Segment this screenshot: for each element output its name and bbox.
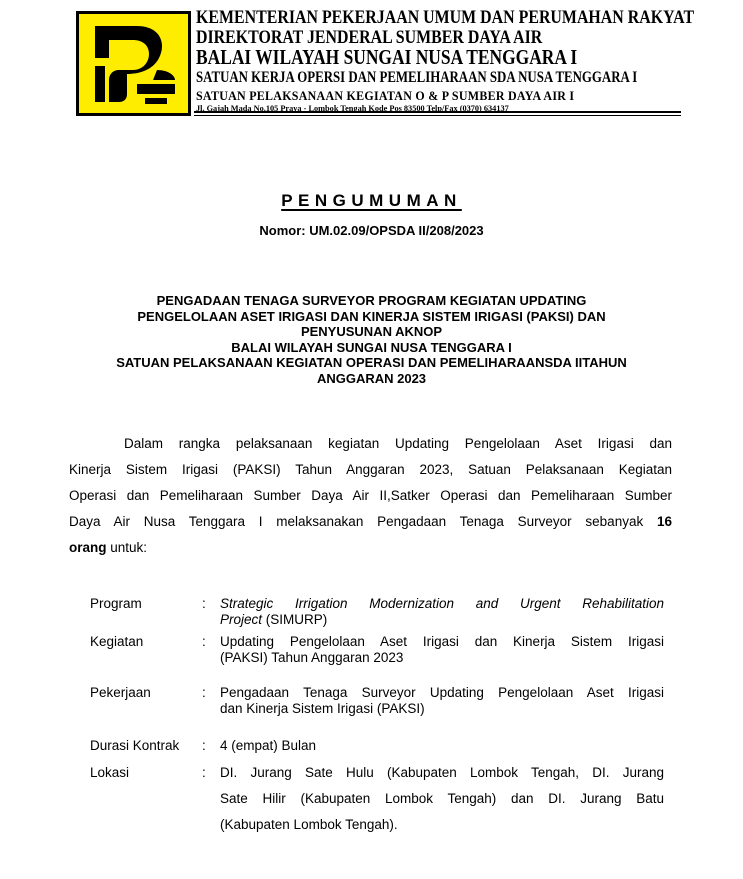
detail-value-line: Updating Pengelolaan Aset Irigasi dan Kinerja Sistem Irigasi	[220, 634, 664, 649]
letterhead-unit: SATUAN PELAKSANAAN KEGIATAN O & P SUMBER DAYA AIR I	[196, 87, 575, 103]
detail-value-italic: Project	[220, 612, 263, 627]
detail-value	[220, 760, 664, 838]
detail-colon: :	[202, 596, 206, 611]
detail-value-line: 4 (empat) Bulan	[220, 738, 317, 753]
detail-colon: :	[202, 634, 206, 649]
letterhead-satker: SATUAN KERJA OPERSI DAN PEMELIHARAAN SDA NUSA TENGGARA I	[196, 69, 638, 86]
pupr-logo-mark	[79, 14, 188, 113]
detail-value-line: DI. Jurang Sate Hulu (Kabupaten Lombok Tengah, DI. Jurang	[220, 765, 664, 780]
pupr-logo-icon	[76, 11, 191, 116]
letterhead-directorate: DIREKTORAT JENDERAL SUMBER DAYA AIR	[196, 27, 543, 48]
subject-line: BALAI WILAYAH SUNGAI NUSA TENGGARA I	[231, 339, 512, 355]
paragraph-tail: untuk:	[106, 540, 148, 555]
detail-label: Durasi Kontrak	[90, 738, 180, 753]
detail-value-line	[220, 612, 664, 628]
detail-value	[220, 685, 664, 717]
detail-value-line: dan Kinerja Sistem Irigasi (PAKSI)	[220, 701, 425, 716]
subject-line: PENGELOLAAN ASET IRIGASI DAN KINERJA SISTEM IRIGASI (PAKSI) DAN	[137, 308, 606, 324]
letterhead-ministry: KEMENTERIAN PEKERJAAN UMUM DAN PERUMAHAN RAKYAT	[196, 8, 695, 28]
letterhead-text	[196, 8, 695, 113]
letterhead-balai: BALAI WILAYAH SUNGAI NUSA TENGGARA I	[196, 45, 578, 69]
detail-value	[220, 634, 664, 666]
detail-value-line: Sate Hilir (Kabupaten Lombok Tengah) dan DI. Jurang Batu	[220, 791, 664, 806]
letterhead-address: Jl. Gajah Mada No.105 Praya - Lombok Tengah Kode Pos 83500 Telp/Fax (0370) 634137	[196, 103, 509, 113]
paragraph-line-5	[69, 535, 672, 561]
paragraph-line-text: Daya Air Nusa Tenggara I melaksanakan Pengadaan Tenaga Surveyor sebanyak	[69, 514, 644, 529]
detail-value-line: (Kabupaten Lombok Tengah).	[220, 817, 398, 832]
detail-label: Kegiatan	[90, 634, 144, 649]
detail-value-line: Strategic Irrigation Modernization and Urgent Rehabilitation	[220, 596, 664, 611]
detail-label: Lokasi	[90, 765, 130, 780]
detail-value	[220, 738, 664, 754]
paragraph-line: Kinerja Sistem Irigasi (PAKSI) Tahun Anggaran 2023, Satuan Pelaksanaan Kegiatan	[69, 462, 672, 477]
subject-line: PENGADAAN TENAGA SURVEYOR PROGRAM KEGIATAN UPDATING	[156, 293, 587, 308]
paragraph-count-unit: orang	[69, 540, 107, 555]
paragraph-line: Dalam rangka pelaksanaan kegiatan Updating Pengelolaan Aset Irigasi dan	[124, 436, 672, 451]
subject-line: SATUAN PELAKSANAAN KEGIATAN OPERASI DAN PEMELIHARAANSDA IITAHUN	[116, 355, 627, 370]
subject-line: PENYUSUNAN AKNOP	[300, 324, 443, 339]
detail-colon: :	[202, 765, 206, 780]
paragraph-line-4	[69, 509, 672, 535]
subject-line: ANGGARAN 2023	[316, 370, 427, 386]
announcement-title	[0, 191, 743, 211]
paragraph-line: Operasi dan Pemeliharaan Sumber Daya Air II,Satker Operasi dan Pemeliharaan Sumber	[69, 488, 672, 503]
detail-colon: :	[202, 685, 206, 700]
detail-value-line: Pengadaan Tenaga Surveyor Updating Pengelolaan Aset Irigasi	[220, 685, 664, 700]
paragraph-count: 16	[656, 514, 672, 529]
announcement-number: Nomor: UM.02.09/OPSDA II/208/2023	[259, 223, 484, 238]
body-paragraph	[69, 431, 672, 561]
detail-label: Pekerjaan	[90, 685, 151, 700]
announcement-title-text: PENGUMUMAN	[281, 191, 462, 210]
detail-value	[220, 596, 664, 628]
detail-value-line: (PAKSI) Tahun Anggaran 2023	[220, 650, 404, 665]
detail-value-plain: (SIMURP)	[262, 612, 328, 627]
detail-colon: :	[202, 738, 206, 753]
letterhead-rule-thick	[194, 111, 681, 113]
detail-label: Program	[90, 596, 142, 611]
letterhead-rule-thin	[194, 115, 681, 116]
announcement-subject	[60, 293, 683, 386]
